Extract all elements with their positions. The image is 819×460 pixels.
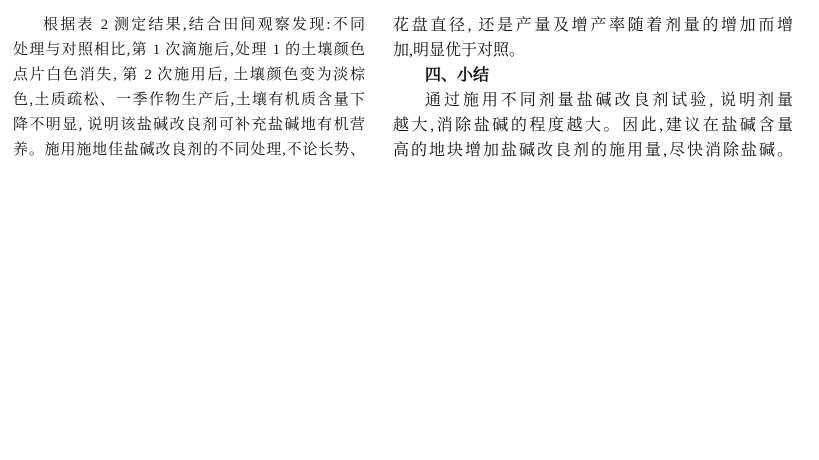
text-line: 通过施用不同剂量盐碱改良剂试验, 说明剂量 xyxy=(425,92,793,109)
text-line: 养。施用施地佳盐碱改良剂的不同处理,不论长势、 xyxy=(13,142,365,158)
text-line: 花盘直径, 还是产量及增产率随着剂量的增加而增 xyxy=(393,17,793,34)
text-line: 降不明显, 说明该盐碱改良剂可补充盐碱地有机营 xyxy=(13,117,365,133)
text-line: 点片白色消失, 第 2 次施用后, 土壤颜色变为淡棕 xyxy=(13,67,365,83)
text-line: 越大,消除盐碱的程度越大。因此,建议在盐碱含量 xyxy=(393,117,793,134)
text-line: 根据表 2 测定结果,结合田间观察发现:不同 xyxy=(43,17,365,33)
text-line: 色,土质疏松、一季作物生产后,土壤有机质含量下 xyxy=(13,92,365,108)
right-column xyxy=(393,13,793,163)
text-line: 处理与对照相比,第 1 次滴施后,处理 1 的土壤颜色 xyxy=(13,42,365,58)
section-heading: 四、小结 xyxy=(425,67,490,84)
text-line: 加,明显优于对照。 xyxy=(393,42,526,59)
text-line: 高的地块增加盐碱改良剂的施用量,尽快消除盐碱。 xyxy=(393,142,793,159)
left-column xyxy=(13,13,365,163)
